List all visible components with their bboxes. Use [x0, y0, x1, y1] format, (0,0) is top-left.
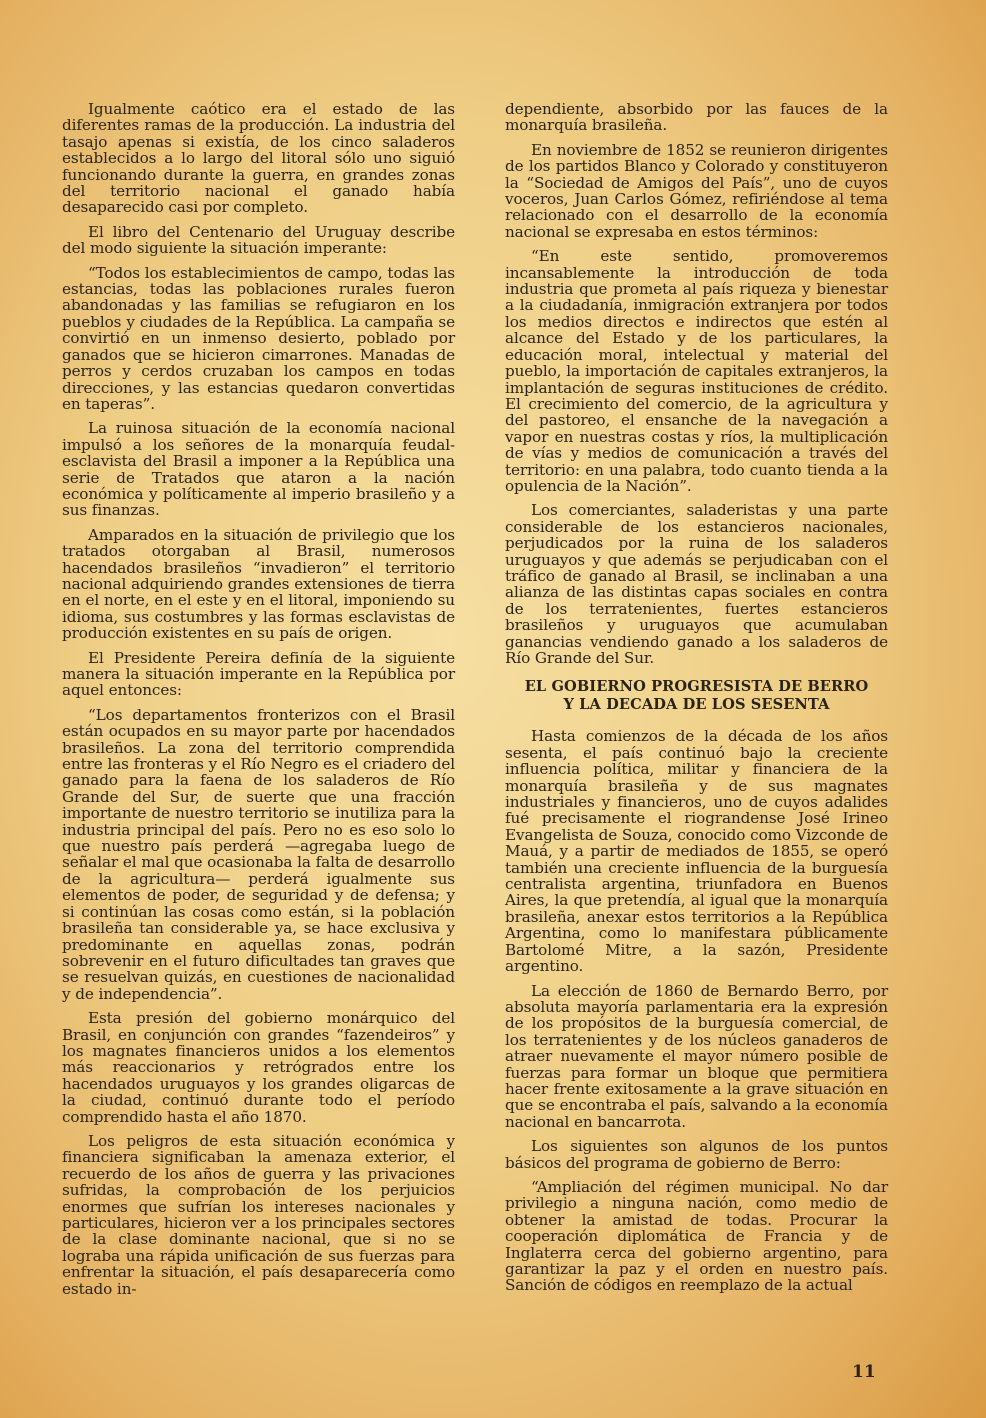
paragraph: Los comerciantes, saladeristas y una parte considerable de los estancieros nacionales, perjudicados por la ruina de los saladeros uruguayos y que además se perjudicaban con el tráfico de ganado al Brasil, se inclinaban a una alianza de las distintas capas sociales en contra de los terratenientes, fuertes estancieros brasileños y uruguayos que acumulaban ganancias vendiendo ganado a los saladeros de Río Grande del Sur. — [505, 501, 888, 667]
paragraph: Los peligros de esta situación económica y financiera significaban la amenaza exterior, el recuerdo de los años de guerra y las privaciones sufridas, la comprobación de los perjuicios enormes que sufrían los intereses nacionales y particulares, hicieron ver a los principales sectores de la clase dominante nacional, que si no se lograba una rápida unificación de sus fuerzas para enfrentar la situación, el país desaparecería como estado in- — [62, 1131, 455, 1298]
paragraph: La elección de 1860 de Bernardo Berro, por absoluta mayoría parlamentaria era la expresión de los propósitos de la burguesía comercial, de los terratenientes y de los núcleos ganaderos de atraer nuevamente el mayor número posible de fuerzas para formar un bloque que permitiera hacer frente exitosamente a la grave situación en que se encontraba el país, salvando a la economía nacional en bancarrota. — [505, 981, 888, 1131]
left-text-column — [62, 101, 455, 1305]
paragraph: Amparados en la situación de privilegio que los tratados otorgaban al Brasil, numerosos hacendados brasileños “invadieron” el territorio nacional adquiriendo grandes extensiones de tierra en el norte, en el este y en el litoral, imponiendo su idioma, sus costumbres y las formas esclavistas de producción existentes en su país de origen. — [62, 525, 455, 643]
section-heading-line-2: Y LA DECADA DE LOS SESENTA — [563, 696, 830, 714]
paragraph: La ruinosa situación de la economía nacional impulsó a los señores de la monarquía feudal-esclavista del Brasil a imponer a la República una serie de Tratados que ataron a la nación económica y políticamente al imperio brasileño y a sus finanzas. — [62, 419, 455, 520]
paragraph: En noviembre de 1852 se reunieron dirigentes de los partidos Blanco y Colorado y constituyeron la “Sociedad de Amigos del País”, uno de cuyos voceros, Juan Carlos Gómez, refiriéndose al tema relacionado con el desarrollo de la economía nacional se expresaba en estos términos: — [505, 140, 888, 241]
paragraph: El Presidente Pereira definía de la siguiente manera la situación imperante en la República por aquel entonces: — [62, 648, 455, 700]
quoted-paragraph: “Todos los establecimientos de campo, todas las estancias, todas las poblaciones rurales fueron abandonadas y las familias se refugiaron en los pueblos y ciudades de la República. La campaña se convirtió en un inmenso desierto, poblado por ganados que se hicieron cimarrones. Manadas de perros y cerdos cruzaban los campos en todas direcciones, y las estancias quedaron convertidas en taperas”. — [62, 263, 455, 413]
quoted-paragraph: “Ampliación del régimen municipal. No dar privilegio a ninguna nación, como medio de obtener la amistad de todas. Procurar la cooperación diplomática de Francia y de Inglaterra cerca del gobierno argentino, para garantizar la paz y el orden en nuestro país. Sanción de códigos en reemplazo de la actual — [505, 1177, 888, 1295]
paragraph: Igualmente caótico era el estado de las diferentes ramas de la producción. La industria del tasajo apenas si existía, de los cinco saladeros establecidos a lo largo del litoral sólo uno siguió funcionando durante la guerra, en grandes zonas del territorio nacional el ganado había desaparecido casi por completo. — [62, 100, 455, 217]
quoted-paragraph: “En este sentido, promoveremos incansablemente la introducción de toda industria que prometa al país riqueza y bienestar a la ciudadanía, inmigración extranjera por todos los medios directos e indirectos que estén al alcance del Estado y de los particulares, la educación moral, intelectual y material del pueblo, la importación de capitales extranjeros, la implantación de seguras instituciones de crédito. El crecimiento del comercio, de la agricultura y del pastoreo, el ensanche de la navegación a vapor en nuestras costas y ríos, la multiplicación de vías y medios de comunicación a través del territorio: en una palabra, todo cuanto tienda a la opulencia de la Nación”. — [505, 247, 888, 495]
page-number: 11 — [852, 1362, 876, 1382]
quoted-paragraph: “Los departamentos fronterizos con el Brasil están ocupados en su mayor parte por hacendados brasileños. La zona del territorio comprendida entre las fronteras y el Río Negro es el criadero del ganado para la faena de los saladeros de Río Grande del Sur, de suerte que una fracción importante de nuestro territorio se inutiliza para la industria principal del país. Pero no es eso solo lo que nuestro país perderá —agregaba luego de señalar el mal que ocasionaba la falta de desarrollo de la agricultura— perderá igualmente sus elementos de poder, de seguridad y de defensa; y si continúan las cosas como están, si la población brasileña tan considerable ya, se hace exclusiva y predominante en aquellas zonas, podrán sobrevenir en el futuro dificultades tan graves que se resuelvan quizás, en cuestiones de nacionalidad y de independencia”. — [62, 705, 455, 1003]
section-heading — [505, 678, 888, 714]
right-text-column — [505, 101, 888, 1302]
paragraph: Esta presión del gobierno monárquico del Brasil, en conjunción con grandes “fazendeiros” y los magnates financieros unidos a los elementos más reaccionarios y retrógrados entre los hacendados uruguayos y los grandes oligarcas de la ciudad, continuó durante todo el período comprendido hasta el año 1870. — [62, 1009, 455, 1126]
paragraph-continuation: dependiente, absorbido por las fauces de la monarquía brasileña. — [505, 100, 888, 135]
section-heading-line-1: EL GOBIERNO PROGRESISTA DE BERRO — [524, 678, 869, 696]
paragraph: El libro del Centenario del Uruguay describe del modo siguiente la situación imperante: — [62, 222, 455, 258]
paragraph: Hasta comienzos de la década de los años sesenta, el país continuó bajo la creciente influencia política, militar y financiera de la monarquía brasileña y de sus magnates industriales y financieros, uno de cuyos adalides fué precisamente el riograndense José Irineo Evangelista de Souza, conocido como Vizconde de Mauá, y a partir de mediados de 1855, se operó también una creciente influencia de la burguesía centralista argentina, triunfadora en Buenos Aires, la que pretendía, al igual que la monarquía brasileña, anexar estos territorios a la República Argentina, como lo manifestara públicamente Bartolomé Mitre, a la sazón, Presidente argentino. — [505, 727, 888, 976]
paragraph: Los siguientes son algunos de los puntos básicos del programa de gobierno de Berro: — [505, 1137, 888, 1172]
